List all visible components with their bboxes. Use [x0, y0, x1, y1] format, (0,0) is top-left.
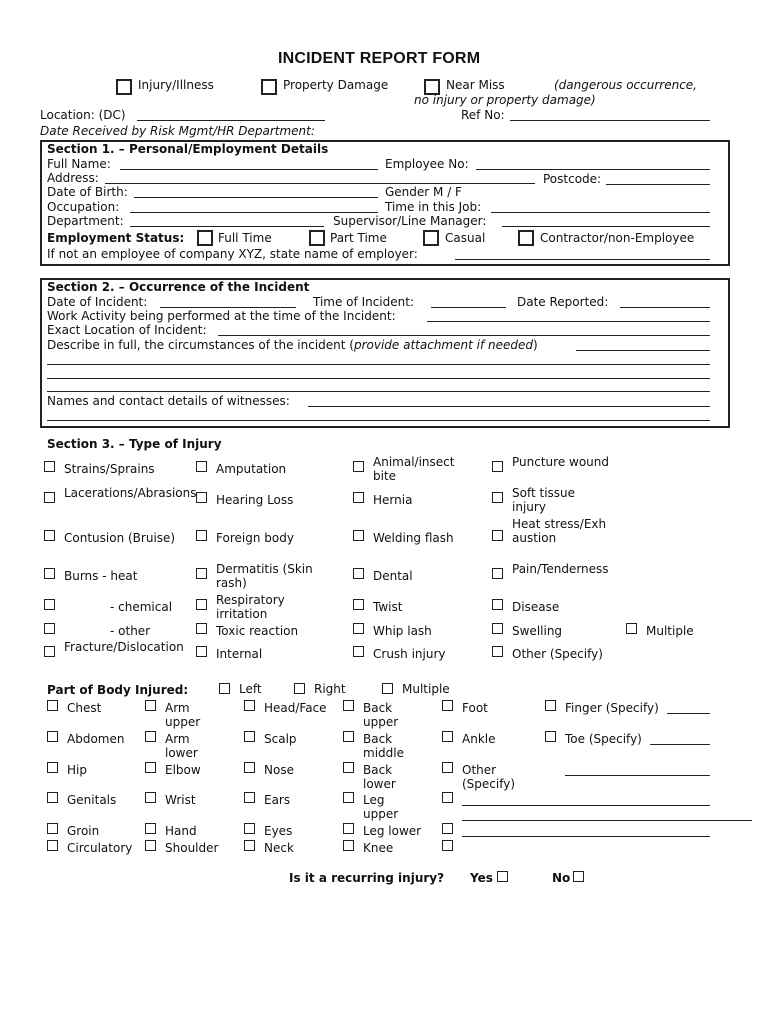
- multiple-side-checkbox[interactable]: [382, 683, 393, 694]
- contractor-checkbox[interactable]: [518, 230, 534, 246]
- animal-bite-checkbox[interactable]: [353, 461, 364, 472]
- chest-checkbox[interactable]: [47, 700, 58, 711]
- recurring-question: Is it a recurring injury?: [289, 871, 445, 885]
- supervisor-field[interactable]: [502, 226, 710, 227]
- hearing-loss-label: Hearing Loss: [216, 493, 294, 507]
- hernia-label: Hernia: [373, 493, 413, 507]
- amputation-checkbox[interactable]: [196, 461, 207, 472]
- other-body-label: Other (Specify): [462, 763, 516, 791]
- soft-tissue-checkbox[interactable]: [492, 492, 503, 503]
- employment-status-label: Employment Status:: [47, 231, 185, 245]
- other-body-checkbox-4[interactable]: [442, 840, 453, 851]
- fracture-label: Fracture/Dislocation: [64, 640, 184, 654]
- describe-line-2[interactable]: [47, 364, 710, 365]
- multiple-injury-checkbox[interactable]: [626, 623, 637, 634]
- internal-checkbox[interactable]: [196, 646, 207, 657]
- finger-label: Finger (Specify): [565, 701, 659, 715]
- witnesses-line-2[interactable]: [47, 420, 710, 421]
- no-label: No: [552, 871, 571, 885]
- ears-label: Ears: [264, 793, 291, 807]
- time-in-job-label: Time in this Job:: [385, 200, 482, 214]
- toxic-reaction-label: Toxic reaction: [216, 624, 299, 638]
- arm-upper-label: Arm upper: [165, 701, 201, 729]
- address-label: Address:: [47, 171, 99, 185]
- describe-text: Describe in full, the circumstances of the incident (: [47, 338, 354, 352]
- dermatitis-checkbox[interactable]: [196, 568, 207, 579]
- other-body-field-2[interactable]: [462, 805, 710, 806]
- contusion-checkbox[interactable]: [44, 530, 55, 541]
- date-reported-field[interactable]: [620, 307, 710, 308]
- time-incident-field[interactable]: [431, 307, 506, 308]
- property-damage-checkbox[interactable]: [261, 79, 277, 95]
- whip-lash-label: Whip lash: [373, 624, 432, 638]
- casual-checkbox[interactable]: [423, 230, 439, 246]
- full-name-field[interactable]: [120, 169, 378, 170]
- heat-stress-checkbox[interactable]: [492, 530, 503, 541]
- strains-checkbox[interactable]: [44, 461, 55, 472]
- other-body-field-4[interactable]: [462, 836, 710, 837]
- abdomen-checkbox[interactable]: [47, 731, 58, 742]
- pain-label: Pain/Tenderness: [512, 562, 609, 576]
- near-miss-label: Near Miss: [446, 78, 505, 92]
- employer-name-field[interactable]: [455, 259, 710, 260]
- circulatory-label: Circulatory: [67, 841, 133, 855]
- part-time-checkbox[interactable]: [309, 230, 325, 246]
- date-received-label: Date Received by Risk Mgmt/HR Department:: [40, 124, 315, 138]
- soft-tissue-label: Soft tissue injury: [512, 486, 576, 514]
- employee-no-field[interactable]: [476, 169, 710, 170]
- respiratory-checkbox[interactable]: [196, 599, 207, 610]
- leg-lower-label: Leg lower: [363, 824, 422, 838]
- injury-illness-checkbox[interactable]: [116, 79, 132, 95]
- shoulder-checkbox[interactable]: [145, 840, 156, 851]
- other-body-field-3[interactable]: [462, 820, 752, 821]
- knee-checkbox[interactable]: [343, 840, 354, 851]
- ankle-label: Ankle: [462, 732, 496, 746]
- near-miss-note-2: no injury or property damage): [414, 93, 596, 107]
- department-label: Department:: [47, 214, 124, 228]
- puncture-checkbox[interactable]: [492, 461, 503, 472]
- employee-no-label: Employee No:: [385, 157, 469, 171]
- hernia-checkbox[interactable]: [353, 492, 364, 503]
- describe-label: [47, 338, 538, 352]
- dob-label: Date of Birth:: [47, 185, 128, 199]
- date-incident-label: Date of Incident:: [47, 295, 148, 309]
- full-name-label: Full Name:: [47, 157, 111, 171]
- no-checkbox[interactable]: [573, 871, 584, 882]
- witnesses-field[interactable]: [308, 406, 710, 407]
- back-lower-checkbox[interactable]: [343, 762, 354, 773]
- left-checkbox[interactable]: [219, 683, 230, 694]
- scalp-label: Scalp: [264, 732, 297, 746]
- strains-label: Strains/Sprains: [64, 462, 155, 476]
- postcode-label: Postcode:: [543, 172, 602, 186]
- describe-italic: provide attachment if needed: [353, 338, 533, 352]
- back-upper-checkbox[interactable]: [343, 700, 354, 711]
- contractor-label: Contractor/non-Employee: [540, 231, 695, 245]
- location-field[interactable]: [137, 120, 325, 121]
- yes-label: Yes: [470, 871, 493, 885]
- dental-label: Dental: [373, 569, 413, 583]
- burns-chemical-checkbox[interactable]: [44, 599, 55, 610]
- disease-label: Disease: [512, 600, 560, 614]
- burns-chemical-label: - chemical: [110, 600, 173, 614]
- nose-label: Nose: [264, 763, 294, 777]
- elbow-label: Elbow: [165, 763, 201, 777]
- genitals-label: Genitals: [67, 793, 117, 807]
- burns-other-checkbox[interactable]: [44, 623, 55, 634]
- ankle-checkbox[interactable]: [442, 731, 453, 742]
- lacerations-label: Lacerations/Abrasions: [64, 486, 197, 500]
- property-damage-label: Property Damage: [283, 78, 389, 92]
- right-label: Right: [314, 682, 346, 696]
- hearing-loss-checkbox[interactable]: [196, 492, 207, 503]
- contusion-label: Contusion (Bruise): [64, 531, 176, 545]
- location-label: Location: (DC): [40, 108, 126, 122]
- abdomen-label: Abdomen: [67, 732, 125, 746]
- hand-label: Hand: [165, 824, 197, 838]
- welding-flash-label: Welding flash: [373, 531, 454, 545]
- full-time-checkbox[interactable]: [197, 230, 213, 246]
- occupation-label: Occupation:: [47, 200, 120, 214]
- finger-field[interactable]: [667, 713, 710, 714]
- wrist-label: Wrist: [165, 793, 196, 807]
- groin-checkbox[interactable]: [47, 823, 58, 834]
- back-middle-checkbox[interactable]: [343, 731, 354, 742]
- section3-heading: Section 3. – Type of Injury: [47, 437, 222, 451]
- twist-checkbox[interactable]: [353, 599, 364, 610]
- back-upper-label: Back upper: [363, 701, 399, 729]
- nose-checkbox[interactable]: [244, 762, 255, 773]
- disease-checkbox[interactable]: [492, 599, 503, 610]
- leg-lower-checkbox[interactable]: [343, 823, 354, 834]
- arm-upper-checkbox[interactable]: [145, 700, 156, 711]
- whip-lash-checkbox[interactable]: [353, 623, 364, 634]
- leg-upper-label: Leg upper: [363, 793, 399, 821]
- section1-heading: Section 1. – Personal/Employment Details: [47, 142, 329, 156]
- crush-injury-checkbox[interactable]: [353, 646, 364, 657]
- work-activity-field[interactable]: [427, 321, 710, 322]
- toe-field[interactable]: [650, 744, 710, 745]
- describe-line-4[interactable]: [47, 391, 710, 392]
- swelling-label: Swelling: [512, 624, 563, 638]
- full-time-label: Full Time: [218, 231, 272, 245]
- other-specify-checkbox[interactable]: [492, 646, 503, 657]
- dob-field[interactable]: [134, 197, 378, 198]
- foreign-body-checkbox[interactable]: [196, 530, 207, 541]
- eyes-checkbox[interactable]: [244, 823, 255, 834]
- crush-injury-label: Crush injury: [373, 647, 446, 661]
- casual-label: Casual: [445, 231, 486, 245]
- puncture-label: Puncture wound: [512, 455, 609, 469]
- body-part-heading: Part of Body Injured:: [47, 683, 189, 697]
- hand-checkbox[interactable]: [145, 823, 156, 834]
- arm-lower-checkbox[interactable]: [145, 731, 156, 742]
- elbow-checkbox[interactable]: [145, 762, 156, 773]
- neck-label: Neck: [264, 841, 294, 855]
- amputation-label: Amputation: [216, 462, 287, 476]
- other-body-checkbox-3[interactable]: [442, 823, 453, 834]
- time-in-job-field[interactable]: [491, 212, 710, 213]
- near-miss-note: (dangerous occurrence,: [554, 78, 697, 92]
- department-field[interactable]: [130, 226, 324, 227]
- part-time-label: Part Time: [330, 231, 387, 245]
- date-reported-label: Date Reported:: [517, 295, 609, 309]
- toe-checkbox[interactable]: [545, 731, 556, 742]
- foot-label: Foot: [462, 701, 488, 715]
- dermatitis-label: Dermatitis (Skin rash): [216, 562, 313, 590]
- eyes-label: Eyes: [264, 824, 293, 838]
- genitals-checkbox[interactable]: [47, 792, 58, 803]
- describe-field[interactable]: [576, 350, 710, 351]
- neck-checkbox[interactable]: [244, 840, 255, 851]
- hip-checkbox[interactable]: [47, 762, 58, 773]
- pain-checkbox[interactable]: [492, 568, 503, 579]
- internal-label: Internal: [216, 647, 263, 661]
- postcode-field[interactable]: [606, 184, 710, 185]
- right-checkbox[interactable]: [294, 683, 305, 694]
- shoulder-label: Shoulder: [165, 841, 219, 855]
- yes-checkbox[interactable]: [497, 871, 508, 882]
- hip-label: Hip: [67, 763, 87, 777]
- injury-illness-label: Injury/Illness: [138, 78, 214, 92]
- not-employee-label: If not an employee of company XYZ, state name of employer:: [47, 247, 418, 261]
- animal-bite-label: Animal/insect bite: [373, 455, 455, 483]
- ref-no-label: Ref No:: [461, 108, 505, 122]
- groin-label: Groin: [67, 824, 100, 838]
- lacerations-checkbox[interactable]: [44, 492, 55, 503]
- heat-stress-label: Heat stress/Exhaustion: [512, 517, 607, 545]
- gender-label: Gender M / F: [385, 185, 462, 199]
- foot-checkbox[interactable]: [442, 700, 453, 711]
- finger-checkbox[interactable]: [545, 700, 556, 711]
- section2-heading: Section 2. – Occurrence of the Incident: [47, 280, 310, 294]
- swelling-checkbox[interactable]: [492, 623, 503, 634]
- foreign-body-label: Foreign body: [216, 531, 294, 545]
- date-incident-field[interactable]: [160, 307, 296, 308]
- ref-no-field[interactable]: [510, 120, 710, 121]
- dental-checkbox[interactable]: [353, 568, 364, 579]
- back-lower-label: Back lower: [363, 763, 396, 791]
- knee-label: Knee: [363, 841, 394, 855]
- welding-flash-checkbox[interactable]: [353, 530, 364, 541]
- occupation-field[interactable]: [130, 212, 378, 213]
- exact-location-label: Exact Location of Incident:: [47, 323, 207, 337]
- exact-location-field[interactable]: [218, 335, 710, 336]
- fracture-checkbox[interactable]: [44, 646, 55, 657]
- respiratory-label: Respiratory irritation: [216, 593, 285, 621]
- time-incident-label: Time of Incident:: [313, 295, 414, 309]
- witnesses-label: Names and contact details of witnesses:: [47, 394, 290, 408]
- other-body-checkbox[interactable]: [442, 762, 453, 773]
- page-title: INCIDENT REPORT FORM: [278, 50, 481, 67]
- describe-line-3[interactable]: [47, 378, 710, 379]
- ears-checkbox[interactable]: [244, 792, 255, 803]
- head-face-label: Head/Face: [264, 701, 327, 715]
- other-body-checkbox-2[interactable]: [442, 792, 453, 803]
- leg-upper-checkbox[interactable]: [343, 792, 354, 803]
- multiple-injury-label: Multiple: [646, 624, 694, 638]
- twist-label: Twist: [373, 600, 403, 614]
- wrist-checkbox[interactable]: [145, 792, 156, 803]
- chest-label: Chest: [67, 701, 102, 715]
- multiple-side-label: Multiple: [402, 682, 450, 696]
- circulatory-checkbox[interactable]: [47, 840, 58, 851]
- head-face-checkbox[interactable]: [244, 700, 255, 711]
- back-middle-label: Back middle: [363, 732, 404, 760]
- supervisor-label: Supervisor/Line Manager:: [333, 214, 487, 228]
- other-body-field[interactable]: [565, 775, 710, 776]
- other-specify-label: Other (Specify): [512, 647, 603, 661]
- address-field[interactable]: [105, 183, 535, 184]
- arm-lower-label: Arm lower: [165, 732, 198, 760]
- scalp-checkbox[interactable]: [244, 731, 255, 742]
- toxic-reaction-checkbox[interactable]: [196, 623, 207, 634]
- left-label: Left: [239, 682, 262, 696]
- toe-label: Toe (Specify): [565, 732, 642, 746]
- work-activity-label: Work Activity being performed at the time of the Incident:: [47, 309, 396, 323]
- burns-other-label: - other: [110, 624, 151, 638]
- describe-close: ): [533, 338, 538, 352]
- burns-heat-label: Burns - heat: [64, 569, 138, 583]
- burns-heat-checkbox[interactable]: [44, 568, 55, 579]
